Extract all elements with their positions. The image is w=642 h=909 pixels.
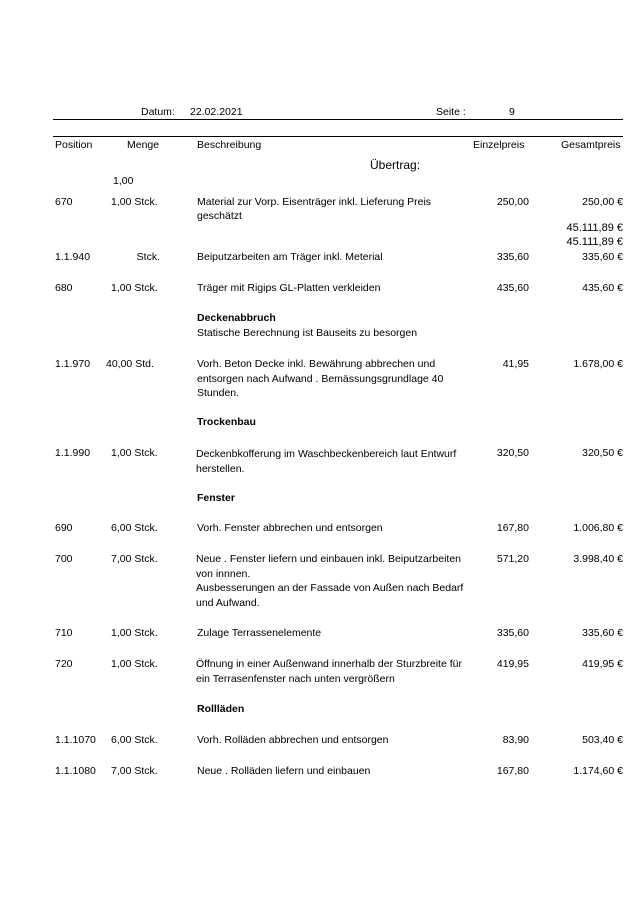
row-680-einzelpreis: 435,60 (496, 282, 529, 294)
row-680-description: Träger mit Rigips GL-Platten verkleiden (197, 282, 381, 294)
row-700-description: Neue . Fenster liefern und einbauen inkl. Beiputzarbeiten von innnen. (196, 553, 462, 580)
row-670-position: 670 (55, 196, 73, 208)
section-deckenabbruch: Deckenabbruch (197, 312, 276, 324)
row-1-1-990-position: 1.1.990 (55, 447, 91, 459)
row-720-einzelpreis: 419,95 (496, 658, 529, 670)
col-gesamtpreis: Gesamtpreis (561, 139, 621, 151)
section-deckenabbruch-note: Statische Berechnung ist Bauseits zu besorgen (197, 327, 418, 339)
row-670-gesamtpreis: 250,00 € (582, 196, 623, 208)
row-700-gesamtpreis: 3.998,40 € (573, 553, 623, 565)
row-1-1-1080-description: Neue . Rolläden liefern und einbauen (197, 765, 371, 777)
section-rolllaeden: Rollläden (197, 703, 245, 715)
col-einzelpreis: Einzelpreis (473, 139, 525, 151)
row-720-menge: 1,00 Stck. (111, 658, 158, 670)
row-1-1-990-einzelpreis: 320,50 (496, 447, 529, 459)
row-1-1-1070-gesamtpreis: 503,40 € (582, 734, 623, 746)
col-position: Position (55, 139, 93, 151)
row-720-position: 720 (55, 658, 73, 670)
column-rule (53, 136, 623, 137)
row-1-1-990-menge: 1,00 Stck. (111, 447, 158, 459)
row-1-1-1070-einzelpreis: 83,90 (502, 734, 529, 746)
row-1-1-1080-einzelpreis: 167,80 (496, 765, 529, 777)
col-beschreibung: Beschreibung (197, 139, 262, 151)
row-1-1-1080-menge: 7,00 Stck. (111, 765, 158, 777)
row-710-description: Zulage Terrassenelemente (197, 627, 322, 639)
row-1-1-940-gesamtpreis: 335,60 € (582, 251, 623, 263)
row-690-position: 690 (55, 522, 73, 534)
seite-label: Seite : (436, 106, 466, 118)
row-700-description-2: Ausbesserungen an der Fassade von Außen nach Bedarf und Aufwand. (196, 582, 464, 609)
row-680-menge: 1,00 Stck. (111, 282, 158, 294)
uebertrag-label: Übertrag: (370, 158, 421, 172)
row-670-description: Material zur Vorp. Eisenträger inkl. Lieferung Preis geschätzt (197, 196, 432, 222)
row-1-1-940-menge: Stck. (136, 251, 160, 263)
section-trockenbau: Trockenbau (197, 416, 256, 428)
row-1-1-970-gesamtpreis: 1.678,00 € (573, 358, 623, 370)
row-700-position: 700 (55, 553, 73, 565)
row-680-gesamtpreis: 435,60 € (582, 282, 623, 294)
stray-menge: 1,00 (113, 175, 134, 187)
row-1-1-1070-description: Vorh. Rolläden abbrechen und entsorgen (197, 734, 389, 746)
datum-value: 22.02.2021 (190, 106, 243, 118)
row-1-1-1080-gesamtpreis: 1.174,60 € (573, 765, 623, 777)
seite-value: 9 (509, 106, 515, 118)
row-710-position: 710 (55, 627, 73, 639)
section-fenster: Fenster (197, 492, 235, 504)
row-680-position: 680 (55, 282, 73, 294)
row-1-1-970-einzelpreis: 41,95 (502, 358, 529, 370)
row-1-1-940-einzelpreis: 335,60 (496, 251, 529, 263)
row-710-menge: 1,00 Stck. (111, 627, 158, 639)
row-710-einzelpreis: 335,60 (496, 627, 529, 639)
row-700-einzelpreis: 571,20 (496, 553, 529, 565)
subtotal-1: 45.111,89 € (566, 222, 623, 234)
col-menge: Menge (127, 139, 160, 151)
row-700-menge: 7,00 Stck. (111, 553, 158, 565)
row-710-gesamtpreis: 335,60 € (582, 627, 623, 639)
row-1-1-940-description: Beiputzarbeiten am Träger inkl. Meterial (197, 251, 383, 263)
header-rule (53, 119, 623, 120)
row-670-menge: 1,00 Stck. (111, 196, 158, 208)
row-690-gesamtpreis: 1.006,80 € (573, 522, 623, 534)
row-1-1-1070-position: 1.1.1070 (55, 734, 96, 746)
datum-label: Datum: (141, 106, 175, 118)
row-1-1-990-gesamtpreis: 320,50 € (582, 447, 623, 459)
row-1-1-970-description: Vorh. Beton Decke inkl. Bewährung abbrechen und entsorgen nach Aufwand . Bemässungsgrundlage 40 Stunden. (197, 358, 444, 399)
row-670-einzelpreis: 250,00 (496, 196, 529, 208)
row-690-einzelpreis: 167,80 (496, 522, 529, 534)
row-720-description: Öffnung in einer Außenwand innerhalb der Sturzbreite für ein Terrasenfenster nach unten vergrößern (196, 658, 462, 685)
row-1-1-970-menge: 40,00 Std. (106, 358, 154, 370)
row-1-1-940-position: 1.1.940 (55, 251, 91, 263)
row-690-description: Vorh. Fenster abbrechen und entsorgen (197, 522, 383, 534)
row-1-1-970-position: 1.1.970 (55, 358, 91, 370)
row-1-1-1080-position: 1.1.1080 (55, 765, 96, 777)
row-720-gesamtpreis: 419,95 € (582, 658, 623, 670)
subtotal-2: 45.111,89 € (566, 236, 623, 248)
row-690-menge: 6,00 Stck. (111, 522, 158, 534)
row-1-1-1070-menge: 6,00 Stck. (111, 734, 158, 746)
row-1-1-990-description: Deckenbkofferung im Waschbeckenbereich laut Entwurf herstellen. (196, 448, 457, 475)
